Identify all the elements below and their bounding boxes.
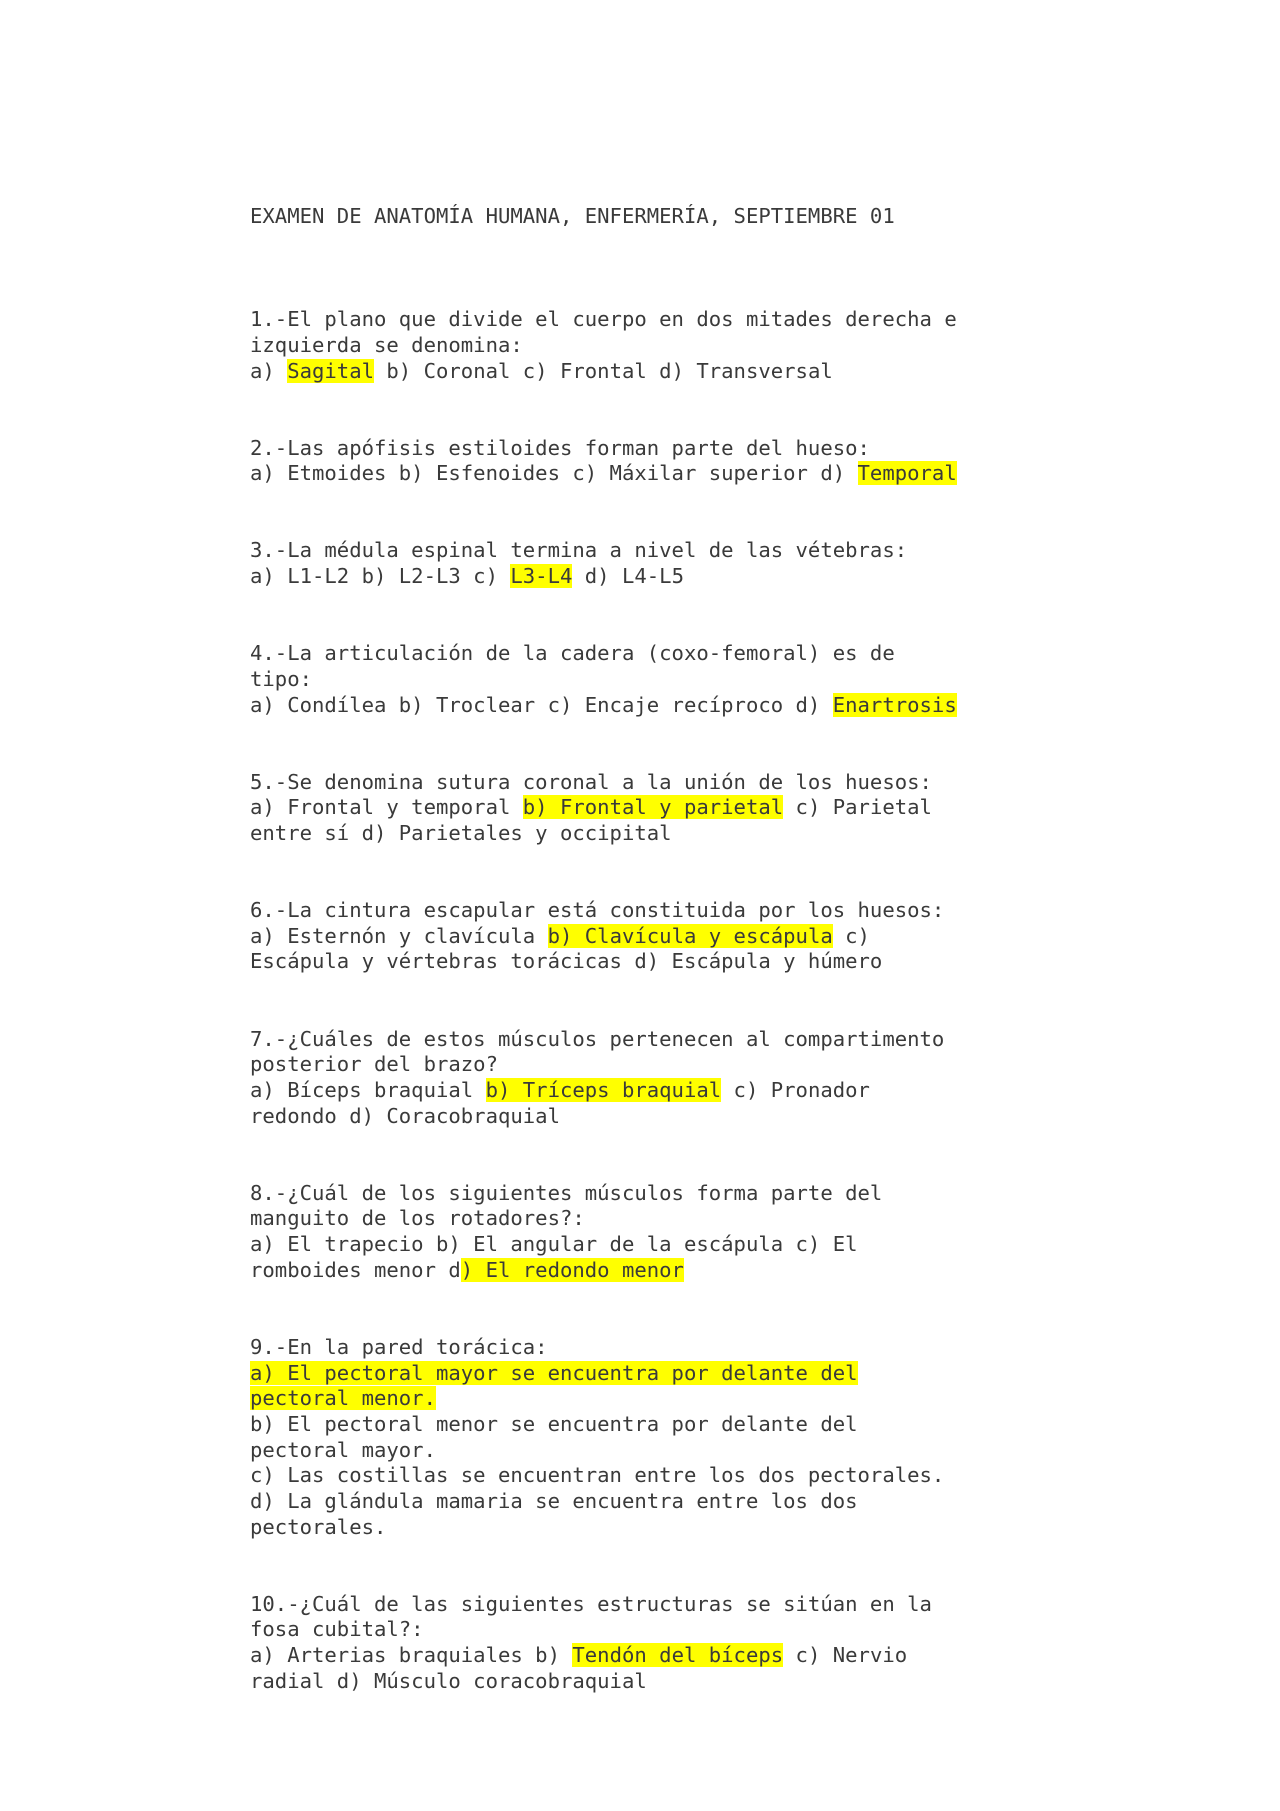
question-line	[250, 1463, 1050, 1489]
question-line	[250, 538, 1050, 564]
text-segment: 9.-En la pared torácica:	[250, 1334, 548, 1359]
question-line	[250, 1206, 1050, 1232]
question-line	[250, 1258, 1050, 1284]
text-segment: a) Bíceps braquial	[250, 1077, 486, 1102]
question-line	[250, 1181, 1050, 1207]
text-segment: c)	[832, 923, 870, 948]
highlighted-answer: pectoral menor.	[250, 1386, 436, 1411]
question-line	[250, 1078, 1050, 1104]
text-segment: pectoral mayor.	[250, 1437, 436, 1462]
highlighted-answer: a) El pectoral mayor se encuentra por delante del	[250, 1360, 858, 1385]
text-segment: 6.-La cintura escapular está constituida por los huesos:	[250, 898, 945, 923]
question-line	[250, 461, 1050, 487]
question-6	[250, 898, 1050, 975]
highlighted-answer: b) Tríceps braquial	[485, 1077, 722, 1102]
text-segment: 10.-¿Cuál de las siguientes estructuras se sitúan en la	[250, 1591, 932, 1616]
text-segment: d) L4-L5	[572, 564, 684, 589]
question-line	[250, 1027, 1050, 1053]
text-segment: fosa cubital?:	[250, 1617, 424, 1642]
text-segment: romboides menor d	[250, 1257, 461, 1282]
question-line	[250, 898, 1050, 924]
question-2	[250, 436, 1050, 487]
question-line	[250, 641, 1050, 667]
text-segment: entre sí d) Parietales y occipital	[250, 821, 672, 845]
question-line	[250, 1412, 1050, 1438]
text-segment: radial d) Músculo coracobraquial	[250, 1668, 647, 1693]
text-segment: b) El pectoral menor se encuentra por delante del	[250, 1411, 858, 1436]
question-line	[250, 1232, 1050, 1258]
text-segment: posterior del brazo?	[250, 1052, 498, 1077]
text-segment: c) Las costillas se encuentran entre los dos pectorales.	[250, 1463, 945, 1488]
question-line	[250, 693, 1050, 719]
question-1	[250, 307, 1050, 384]
question-line	[250, 333, 1050, 359]
question-line	[250, 1104, 1050, 1130]
question-7	[250, 1027, 1050, 1130]
highlighted-answer: b) Clavícula y escápula	[547, 923, 833, 948]
text-segment: a) Frontal y temporal	[250, 795, 523, 820]
question-line	[250, 949, 1050, 975]
highlighted-answer: Enartrosis	[832, 692, 957, 717]
question-line	[250, 795, 1050, 821]
question-line	[250, 1361, 1050, 1387]
text-segment: a) Esternón y clavícula	[250, 923, 548, 948]
question-line	[250, 564, 1050, 590]
highlighted-answer: Sagital	[287, 358, 374, 383]
question-line	[250, 821, 1050, 847]
text-segment: izquierda se denomina:	[250, 332, 523, 357]
text-segment: 3.-La médula espinal termina a nivel de las vétebras:	[250, 538, 908, 563]
text-segment: Escápula y vértebras torácicas d) Escápula y húmero	[250, 949, 883, 974]
question-10	[250, 1592, 1050, 1695]
question-line	[250, 924, 1050, 950]
text-segment: a) Condílea b) Troclear c) Encaje recíproco d)	[250, 692, 833, 717]
question-5	[250, 770, 1050, 847]
question-8	[250, 1181, 1050, 1284]
question-line	[250, 1592, 1050, 1618]
text-segment: redondo d) Coracobraquial	[250, 1103, 560, 1128]
text-segment: 1.-El plano que divide el cuerpo en dos mitades derecha e	[250, 307, 957, 332]
question-line	[250, 1617, 1050, 1643]
text-segment: 8.-¿Cuál de los siguientes músculos forma parte del	[250, 1180, 883, 1205]
text-segment: a) L1-L2 b) L2-L3 c)	[250, 564, 511, 589]
text-segment: a) Arterias braquiales b)	[250, 1643, 573, 1668]
text-segment: a) El trapecio b) El angular de la escápula c) El	[250, 1232, 858, 1257]
text-segment: pectorales.	[250, 1514, 387, 1539]
highlighted-answer: Tendón del bíceps	[572, 1643, 784, 1668]
question-line	[250, 667, 1050, 693]
text-segment: 2.-Las apófisis estiloides forman parte del hueso:	[250, 435, 870, 460]
question-line	[250, 1438, 1050, 1464]
text-segment: c) Nervio	[783, 1643, 908, 1668]
question-line	[250, 1489, 1050, 1515]
text-segment: manguito de los rotadores?:	[250, 1206, 585, 1231]
highlighted-answer: L3-L4	[510, 564, 573, 589]
text-segment: 4.-La articulación de la cadera (coxo-femoral) es de	[250, 641, 895, 666]
exam-title: EXAMEN DE ANATOMÍA HUMANA, ENFERMERÍA, SEPTIEMBRE 01	[250, 204, 895, 229]
question-line	[250, 436, 1050, 462]
question-line	[250, 1052, 1050, 1078]
text-segment: 7.-¿Cuáles de estos músculos pertenecen al compartimento	[250, 1026, 945, 1051]
question-list	[250, 307, 1050, 1694]
question-line	[250, 1669, 1050, 1695]
question-line	[250, 1515, 1050, 1541]
text-segment: c) Parietal	[783, 795, 932, 820]
question-line	[250, 1335, 1050, 1361]
question-3	[250, 538, 1050, 589]
highlighted-answer: ) El redondo menor	[460, 1257, 684, 1282]
text-segment: tipo:	[250, 666, 312, 691]
question-line	[250, 307, 1050, 333]
question-4	[250, 641, 1050, 718]
text-segment: c) Pronador	[721, 1077, 870, 1102]
question-line	[250, 770, 1050, 796]
text-segment: d) La glándula mamaria se encuentra entre los dos	[250, 1488, 858, 1513]
text-segment: b) Coronal c) Frontal d) Transversal	[374, 358, 833, 383]
text-segment: a)	[250, 358, 288, 383]
document-content	[250, 153, 1050, 1797]
text-segment: 5.-Se denomina sutura coronal a la unión de los huesos:	[250, 769, 932, 794]
highlighted-answer: b) Frontal y parietal	[522, 795, 784, 820]
text-segment: a) Etmoides b) Esfenoides c) Máxilar superior d)	[250, 461, 858, 486]
question-line	[250, 1643, 1050, 1669]
highlighted-answer: Temporal	[857, 461, 957, 486]
question-line	[250, 359, 1050, 385]
question-9	[250, 1335, 1050, 1541]
question-line	[250, 1386, 1050, 1412]
